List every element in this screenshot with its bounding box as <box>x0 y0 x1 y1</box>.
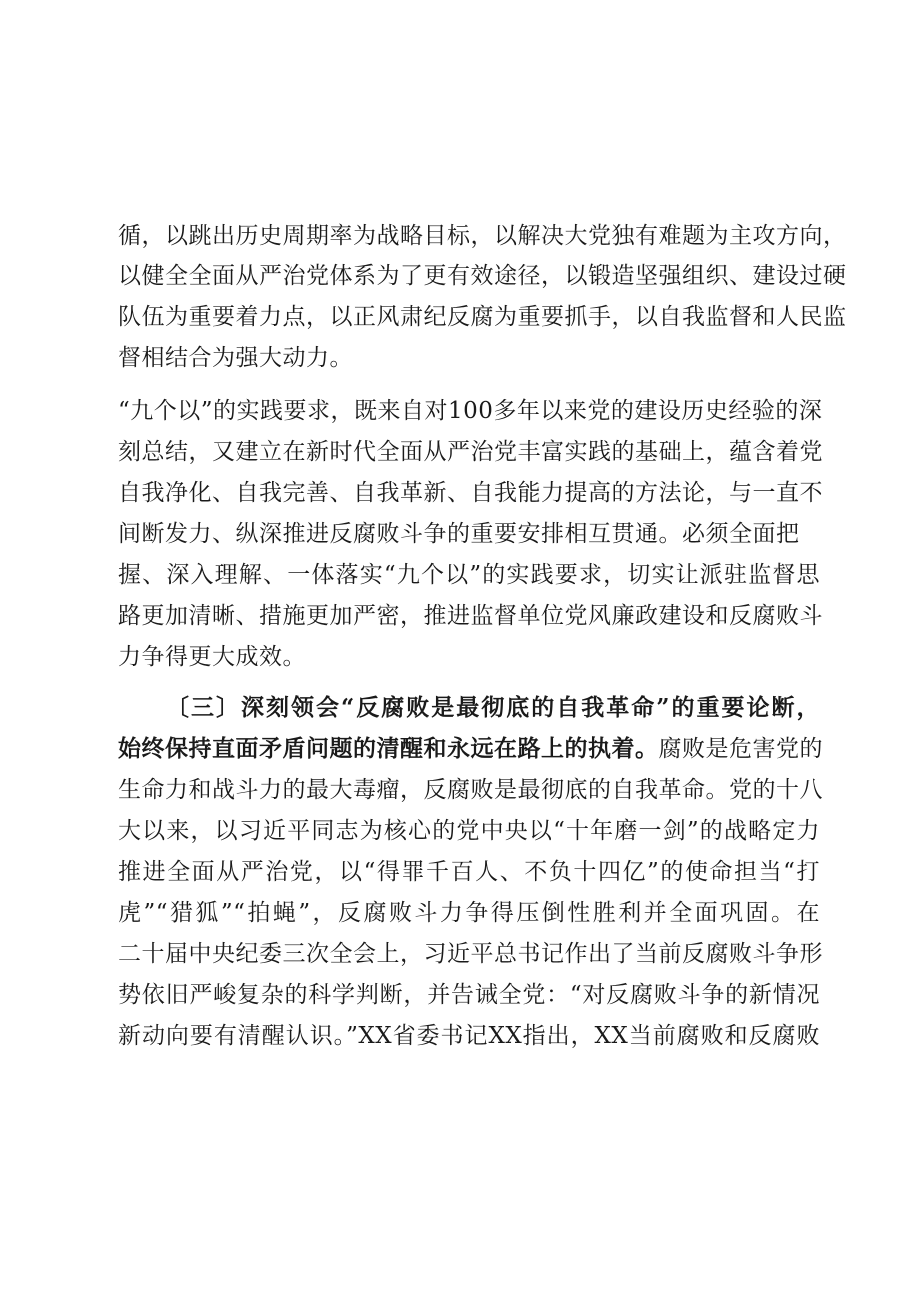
text-line: 路更加清晰、措施更加严密，推进监督单位党风廉政建设和反腐败斗 <box>118 603 823 629</box>
text-line: 自我净化、自我完善、自我革新、自我能力提高的方法论，与一直不 <box>118 480 823 506</box>
text-line: 力争得更大成效。 <box>118 644 306 670</box>
text-line: 督相结合为强大动力。 <box>118 345 353 371</box>
text-line <box>118 733 823 765</box>
text-line: 间断发力、纵深推进反腐败斗争的重要安排相互贯通。必须全面把 <box>118 521 800 547</box>
text-line: 生命力和战斗力的最大毒瘤，反腐败是最彻底的自我革命。党的十八 <box>118 777 823 803</box>
text-line: 大以来，以习近平同志为核心的党中央以“十年磨一剑”的战略定力 <box>118 818 820 844</box>
text-line: 二十届中央纪委三次全会上，习近平总书记作出了当前反腐败斗争形 <box>118 941 823 967</box>
text-line: 新动向要有清醒认识。”XX省委书记XX指出，XX当前腐败和反腐败 <box>118 1023 820 1049</box>
text-line: 虎”“猎狐”“拍蝇”，反腐败斗力争得压倒性胜利并全面巩固。在 <box>118 900 820 926</box>
text-line: 循，以跳出历史周期率为战略目标，以解决大党独有难题为主攻方向， <box>118 223 847 249</box>
text-line: 握、深入理解、一体落实“九个以”的实践要求，切实让派驻监督思 <box>118 562 820 588</box>
text-line: 队伍为重要着力点，以正风肃纪反腐为重要抓手，以自我监督和人民监 <box>118 304 847 330</box>
text-line: 势依旧严峻复杂的科学判断，并告诫全党：“对反腐败斗争的新情况 <box>118 982 820 1008</box>
section-heading: 〔三〕深刻领会“反腐败是最彻底的自我革命”的重要论断， <box>166 694 820 721</box>
section-heading-continued: 始终保持直面矛盾问题的清醒和永远在路上的执着。 <box>118 735 659 762</box>
text-line: 刻总结，又建立在新时代全面从严治党丰富实践的基础上，蕴含着党 <box>118 439 823 465</box>
text-line: “九个以”的实践要求，既来自对100多年以来党的建设历史经验的深 <box>118 398 823 424</box>
text-line: 推进全面从严治党，以“得罪千百人、不负十四亿”的使命担当“打 <box>118 859 820 885</box>
text-line: 以健全全面从严治党体系为了更有效途径，以锻造坚强组织、建设过硬 <box>118 263 847 289</box>
text-fragment: 腐败是危害党的 <box>658 736 823 762</box>
